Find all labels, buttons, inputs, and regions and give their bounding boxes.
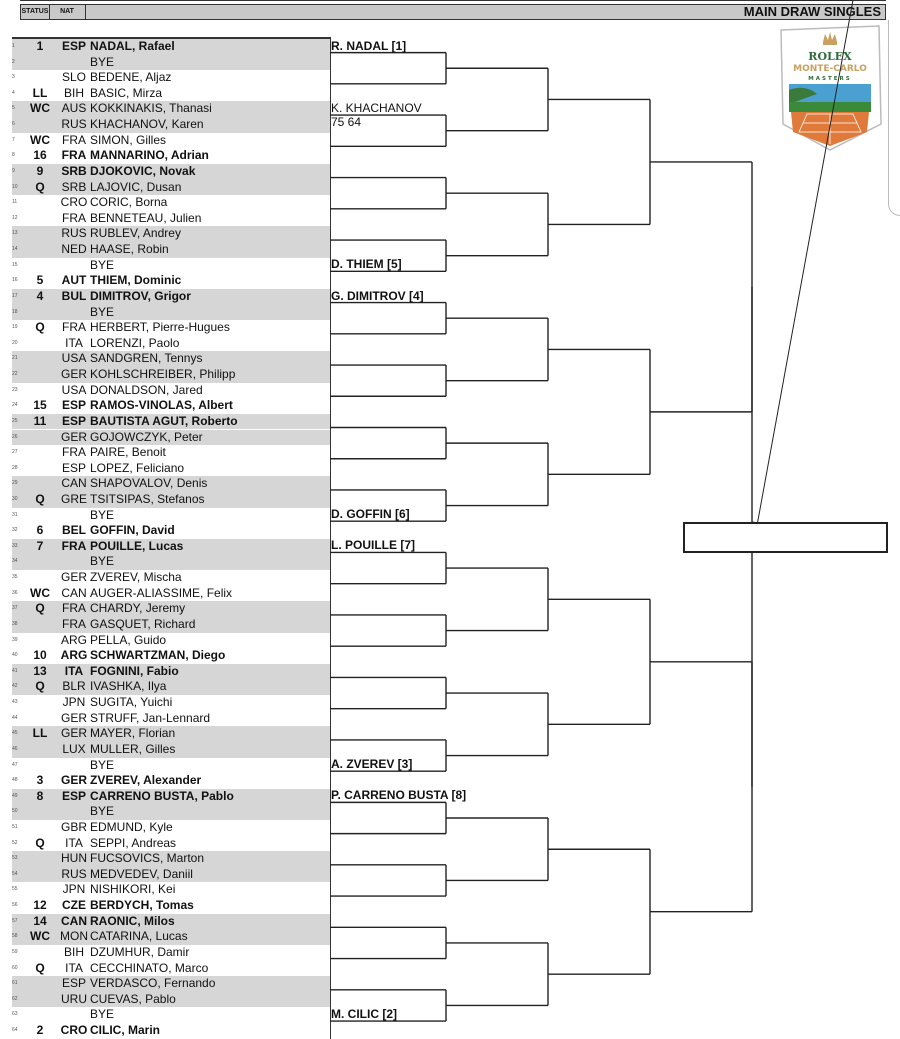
player-name: FOGNINI, Fabio bbox=[90, 663, 179, 678]
draw-position: 19 bbox=[12, 324, 18, 331]
draw-position: 55 bbox=[12, 886, 18, 893]
player-name: CECCHINATO, Marco bbox=[90, 960, 209, 975]
player-name: KOKKINAKIS, Thanasi bbox=[90, 101, 212, 116]
player-nationality: ESP bbox=[61, 413, 86, 428]
draw-position: 59 bbox=[12, 948, 18, 955]
player-name: CUEVAS, Pablo bbox=[90, 991, 176, 1006]
player-nationality: GER bbox=[60, 726, 87, 741]
player-nationality: FRA bbox=[62, 210, 86, 225]
draw-position: 6 bbox=[12, 121, 15, 128]
player-nationality: ESP bbox=[61, 460, 86, 475]
player-nationality: CAN bbox=[61, 913, 87, 928]
draw-position: 40 bbox=[12, 652, 18, 659]
player-nationality: GER bbox=[60, 429, 87, 444]
player-name: KOHLSCHREIBER, Philipp bbox=[90, 367, 236, 382]
player-name: IVASHKA, Ilya bbox=[90, 679, 167, 694]
status-column-header: STATUS bbox=[21, 5, 50, 19]
player-nationality: RUS bbox=[61, 866, 87, 881]
player-name: BERDYCH, Tomas bbox=[90, 898, 194, 913]
draw-position: 15 bbox=[12, 261, 18, 268]
player-nationality: GBR bbox=[60, 820, 87, 834]
player-name: LAJOVIC, Dusan bbox=[90, 179, 182, 194]
player-name: THIEM, Dominic bbox=[90, 273, 182, 288]
player-name: DIMITROV, Grigor bbox=[90, 288, 191, 303]
draw-position: 41 bbox=[12, 667, 18, 674]
player-name: BYE bbox=[90, 757, 115, 772]
player-name: SEPPI, Andreas bbox=[90, 835, 177, 850]
player-name: LORENZI, Paolo bbox=[90, 335, 180, 350]
player-status: WC bbox=[30, 585, 50, 600]
player-status: 12 bbox=[33, 898, 47, 913]
player-name: STRUFF, Jan-Lennard bbox=[90, 710, 211, 725]
player-nationality: AUT bbox=[61, 273, 87, 288]
player-name: MANNARINO, Adrian bbox=[90, 148, 209, 163]
draw-position: 52 bbox=[12, 839, 18, 846]
player-nationality: ITA bbox=[65, 835, 83, 850]
player-status: 11 bbox=[33, 413, 47, 428]
draw-position: 53 bbox=[12, 855, 18, 862]
nat-column-header: NAT bbox=[49, 5, 86, 19]
player-status: Q bbox=[35, 179, 45, 194]
draw-position: 58 bbox=[12, 933, 18, 940]
player-status: WC bbox=[30, 132, 50, 147]
player-nationality: CRO bbox=[60, 195, 88, 210]
player-name: MAYER, Florian bbox=[90, 726, 176, 741]
player-nationality: RUS bbox=[61, 226, 87, 241]
player-name: ZVEREV, Mischa bbox=[90, 570, 182, 585]
player-name: RAMOS-VINOLAS, Albert bbox=[90, 398, 233, 413]
player-nationality: USA bbox=[61, 351, 87, 366]
player-name: AUGER-ALIASSIME, Felix bbox=[90, 585, 233, 600]
player-nationality: URU bbox=[61, 991, 87, 1006]
player-nationality: BIH bbox=[63, 944, 84, 959]
player-name: FUCSOVICS, Marton bbox=[90, 851, 205, 866]
draw-position: 42 bbox=[12, 683, 18, 690]
draw-position: 1 bbox=[12, 43, 15, 49]
player-nationality: ITA bbox=[65, 960, 83, 975]
player-name: HAASE, Robin bbox=[90, 242, 169, 257]
player-nationality: SLO bbox=[61, 70, 86, 85]
draw-position: 60 bbox=[12, 964, 18, 971]
player-status: LL bbox=[32, 726, 48, 741]
draw-position: 9 bbox=[12, 167, 15, 174]
draw-position: 63 bbox=[12, 1011, 18, 1018]
draw-position: 26 bbox=[12, 433, 18, 440]
draw-position: 14 bbox=[12, 246, 18, 253]
round-1-winner: D. THIEM [5] bbox=[331, 257, 402, 272]
player-nationality: BUL bbox=[61, 288, 87, 303]
player-name: BYE bbox=[90, 554, 115, 569]
player-name: DJOKOVIC, Novak bbox=[90, 163, 196, 178]
player-status: 4 bbox=[36, 288, 44, 303]
player-name: CATARINA, Lucas bbox=[90, 929, 188, 944]
draw-position: 20 bbox=[12, 339, 18, 346]
draw-position: 64 bbox=[12, 1027, 18, 1034]
draw-position: 28 bbox=[12, 464, 18, 471]
player-name: GOJOWCZYK, Peter bbox=[90, 429, 203, 444]
player-nationality: ESP bbox=[61, 398, 86, 413]
player-nationality: CAN bbox=[61, 476, 87, 491]
player-name: PELLA, Guido bbox=[90, 632, 167, 647]
svg-text:MASTERS: MASTERS bbox=[808, 76, 852, 82]
player-nationality: SRB bbox=[61, 179, 87, 194]
player-name: NADAL, Rafael bbox=[90, 39, 175, 53]
player-name: MEDVEDEV, Daniil bbox=[90, 866, 193, 881]
player-nationality: GER bbox=[60, 710, 87, 725]
draw-position: 21 bbox=[12, 355, 18, 362]
player-nationality: LUX bbox=[62, 741, 86, 756]
player-status: Q bbox=[35, 491, 45, 506]
draw-position: 27 bbox=[12, 449, 18, 456]
player-name: BYE bbox=[90, 1007, 115, 1022]
player-status: 9 bbox=[36, 163, 44, 178]
player-nationality: JPN bbox=[62, 695, 86, 710]
draw-position: 3 bbox=[12, 74, 15, 81]
player-name: LOPEZ, Feliciano bbox=[90, 460, 185, 475]
player-nationality: CRO bbox=[60, 1023, 88, 1038]
player-nationality: FRA bbox=[61, 538, 87, 553]
draw-position: 51 bbox=[12, 824, 18, 830]
draw-position: 34 bbox=[12, 558, 18, 565]
player-nationality: MON bbox=[60, 929, 88, 944]
player-name: CHARDY, Jeremy bbox=[90, 601, 186, 616]
draw-position: 32 bbox=[12, 527, 18, 534]
draw-position: 30 bbox=[12, 495, 18, 502]
round-1-winner: M. CILIC [2] bbox=[331, 1007, 397, 1022]
round-1-winner: R. NADAL [1] bbox=[331, 38, 407, 53]
draw-position: 23 bbox=[12, 386, 18, 393]
player-nationality: NED bbox=[61, 242, 87, 257]
draw-position: 24 bbox=[12, 402, 18, 409]
player-name: DONALDSON, Jared bbox=[90, 382, 203, 397]
player-status: WC bbox=[30, 929, 50, 944]
player-name: BYE bbox=[90, 804, 115, 819]
player-nationality: GER bbox=[60, 773, 87, 788]
player-nationality: FRA bbox=[61, 148, 87, 163]
player-nationality: HUN bbox=[61, 851, 87, 866]
player-nationality: USA bbox=[61, 382, 87, 397]
draw-position: 4 bbox=[12, 89, 15, 96]
player-nationality: FRA bbox=[62, 601, 86, 616]
player-status: 8 bbox=[36, 788, 44, 803]
player-name: ZVEREV, Alexander bbox=[90, 773, 202, 788]
player-name: CILIC, Marin bbox=[90, 1023, 161, 1038]
player-status: 14 bbox=[33, 913, 47, 928]
player-name: BENNETEAU, Julien bbox=[90, 210, 202, 225]
draw-position: 12 bbox=[12, 214, 18, 221]
player-nationality: FRA bbox=[62, 616, 86, 631]
player-name: DZUMHUR, Damir bbox=[90, 944, 190, 959]
draw-position: 10 bbox=[12, 183, 18, 190]
draw-position: 39 bbox=[12, 636, 18, 643]
player-name: BYE bbox=[90, 54, 115, 69]
player-status: 6 bbox=[36, 523, 44, 538]
player-status: 5 bbox=[36, 273, 44, 288]
player-name: CARRENO BUSTA, Pablo bbox=[90, 788, 234, 803]
round-1-winner: L. POUILLE [7] bbox=[331, 538, 415, 553]
player-name: BASIC, Mirza bbox=[90, 85, 163, 100]
draw-position: 47 bbox=[12, 761, 18, 768]
player-nationality: RUS bbox=[61, 117, 87, 132]
draw-position: 46 bbox=[12, 745, 18, 752]
player-name: RAONIC, Milos bbox=[90, 913, 175, 928]
player-name: KHACHANOV, Karen bbox=[90, 117, 204, 132]
draw-position: 22 bbox=[12, 371, 18, 378]
player-name: GASQUET, Richard bbox=[90, 616, 196, 631]
player-status: Q bbox=[35, 960, 45, 975]
draw-position: 13 bbox=[12, 230, 18, 237]
draw-position: 5 bbox=[12, 105, 15, 112]
draw-title: MAIN DRAW SINGLES bbox=[743, 4, 881, 19]
player-name: MULLER, Gilles bbox=[90, 741, 176, 756]
round-1-winner: G. DIMITROV [4] bbox=[331, 288, 424, 303]
player-nationality: GER bbox=[60, 367, 87, 382]
draw-position: 49 bbox=[12, 792, 18, 799]
player-nationality: GRE bbox=[60, 491, 87, 506]
player-nationality: ITA bbox=[64, 663, 84, 678]
player-nationality: BIH bbox=[63, 85, 84, 100]
player-status: 2 bbox=[36, 1023, 44, 1038]
draw-position: 11 bbox=[12, 199, 18, 206]
player-status: 7 bbox=[36, 538, 44, 553]
draw-position: 43 bbox=[12, 699, 18, 706]
round-1-winner: P. CARRENO BUSTA [8] bbox=[331, 788, 467, 803]
player-name: HERBERT, Pierre-Hugues bbox=[90, 320, 230, 335]
player-status: 15 bbox=[33, 398, 47, 413]
draw-position: 50 bbox=[12, 808, 18, 815]
player-status: 16 bbox=[33, 148, 47, 163]
player-nationality: CZE bbox=[62, 898, 86, 913]
draw-position: 36 bbox=[12, 589, 18, 596]
player-nationality: CAN bbox=[61, 585, 87, 600]
draw-position: 18 bbox=[12, 308, 18, 315]
draw-position: 7 bbox=[12, 136, 15, 143]
player-nationality: ARG bbox=[60, 648, 88, 663]
player-nationality: FRA bbox=[62, 132, 86, 147]
player-name: EDMUND, Kyle bbox=[90, 820, 173, 834]
match-score: 75 64 bbox=[331, 115, 362, 130]
draw-position: 44 bbox=[12, 714, 18, 721]
player-status: 1 bbox=[36, 39, 44, 53]
round-1-winner: D. GOFFIN [6] bbox=[331, 507, 410, 522]
round-1-winner: K. KHACHANOV bbox=[331, 101, 422, 116]
player-status: Q bbox=[35, 835, 45, 850]
draw-position: 16 bbox=[12, 277, 18, 284]
player-nationality: AUS bbox=[61, 101, 87, 116]
player-name: SCHWARTZMAN, Diego bbox=[90, 648, 226, 663]
player-nationality: ITA bbox=[65, 335, 83, 350]
player-name: SHAPOVALOV, Denis bbox=[90, 476, 208, 491]
player-status: 10 bbox=[33, 648, 47, 663]
draw-position: 2 bbox=[12, 58, 15, 65]
player-status: LL bbox=[32, 85, 48, 100]
draw-position: 29 bbox=[12, 480, 18, 487]
player-nationality: ESP bbox=[61, 788, 86, 803]
player-name: BEDENE, Aljaz bbox=[90, 70, 172, 85]
player-name: PAIRE, Benoit bbox=[90, 445, 166, 460]
draw-position: 45 bbox=[12, 730, 18, 737]
draw-position: 56 bbox=[12, 902, 18, 909]
player-name: GOFFIN, David bbox=[90, 523, 175, 538]
draw-position: 8 bbox=[12, 152, 15, 159]
player-name: SIMON, Gilles bbox=[90, 132, 167, 147]
player-nationality: ESP bbox=[61, 976, 86, 991]
draw-position: 54 bbox=[12, 870, 18, 877]
player-name: BYE bbox=[90, 257, 115, 272]
player-name: TSITSIPAS, Stefanos bbox=[90, 491, 205, 506]
player-name: POUILLE, Lucas bbox=[90, 538, 184, 553]
draw-position: 48 bbox=[12, 777, 18, 784]
player-name: SANDGREN, Tennys bbox=[90, 351, 203, 366]
draw-position: 33 bbox=[12, 542, 18, 549]
player-status: Q bbox=[35, 679, 45, 694]
draw-position: 37 bbox=[12, 605, 18, 612]
player-nationality: FRA bbox=[62, 445, 86, 460]
player-name: VERDASCO, Fernando bbox=[90, 976, 216, 991]
draw-position: 17 bbox=[12, 292, 18, 299]
player-status: 13 bbox=[33, 663, 47, 678]
player-name: NISHIKORI, Kei bbox=[90, 882, 176, 897]
player-nationality: GER bbox=[60, 570, 87, 585]
player-nationality: FRA bbox=[62, 320, 86, 335]
draw-position: 38 bbox=[12, 620, 18, 627]
final-winner-box bbox=[683, 522, 888, 553]
draw-position: 62 bbox=[12, 995, 18, 1002]
player-nationality: BEL bbox=[62, 523, 86, 538]
draw-position: 61 bbox=[12, 980, 18, 987]
player-status: Q bbox=[35, 320, 45, 335]
draw-position: 31 bbox=[12, 511, 18, 518]
player-nationality: ARG bbox=[60, 632, 87, 647]
player-status: 3 bbox=[36, 773, 44, 788]
svg-text:MONTE-CARLO: MONTE-CARLO bbox=[793, 64, 867, 74]
player-name: RUBLEV, Andrey bbox=[90, 226, 181, 241]
player-nationality: JPN bbox=[62, 882, 86, 897]
draw-position: 25 bbox=[12, 417, 18, 424]
draw-position: 35 bbox=[12, 574, 18, 581]
svg-text:ROLEX: ROLEX bbox=[808, 50, 852, 63]
player-nationality: BLR bbox=[62, 679, 86, 694]
final-connector bbox=[752, 0, 853, 553]
player-status: Q bbox=[35, 601, 45, 616]
round-1-winner: A. ZVEREV [3] bbox=[331, 757, 413, 772]
player-name: BYE bbox=[90, 304, 115, 319]
draw-position: 57 bbox=[12, 917, 18, 924]
player-name: SUGITA, Yuichi bbox=[90, 695, 173, 710]
player-status: WC bbox=[30, 101, 50, 116]
player-name: BAUTISTA AGUT, Roberto bbox=[90, 413, 238, 428]
player-name: CORIC, Borna bbox=[90, 195, 168, 210]
player-nationality: SRB bbox=[61, 163, 87, 178]
player-name: BYE bbox=[90, 507, 115, 522]
player-nationality: ESP bbox=[61, 39, 86, 53]
